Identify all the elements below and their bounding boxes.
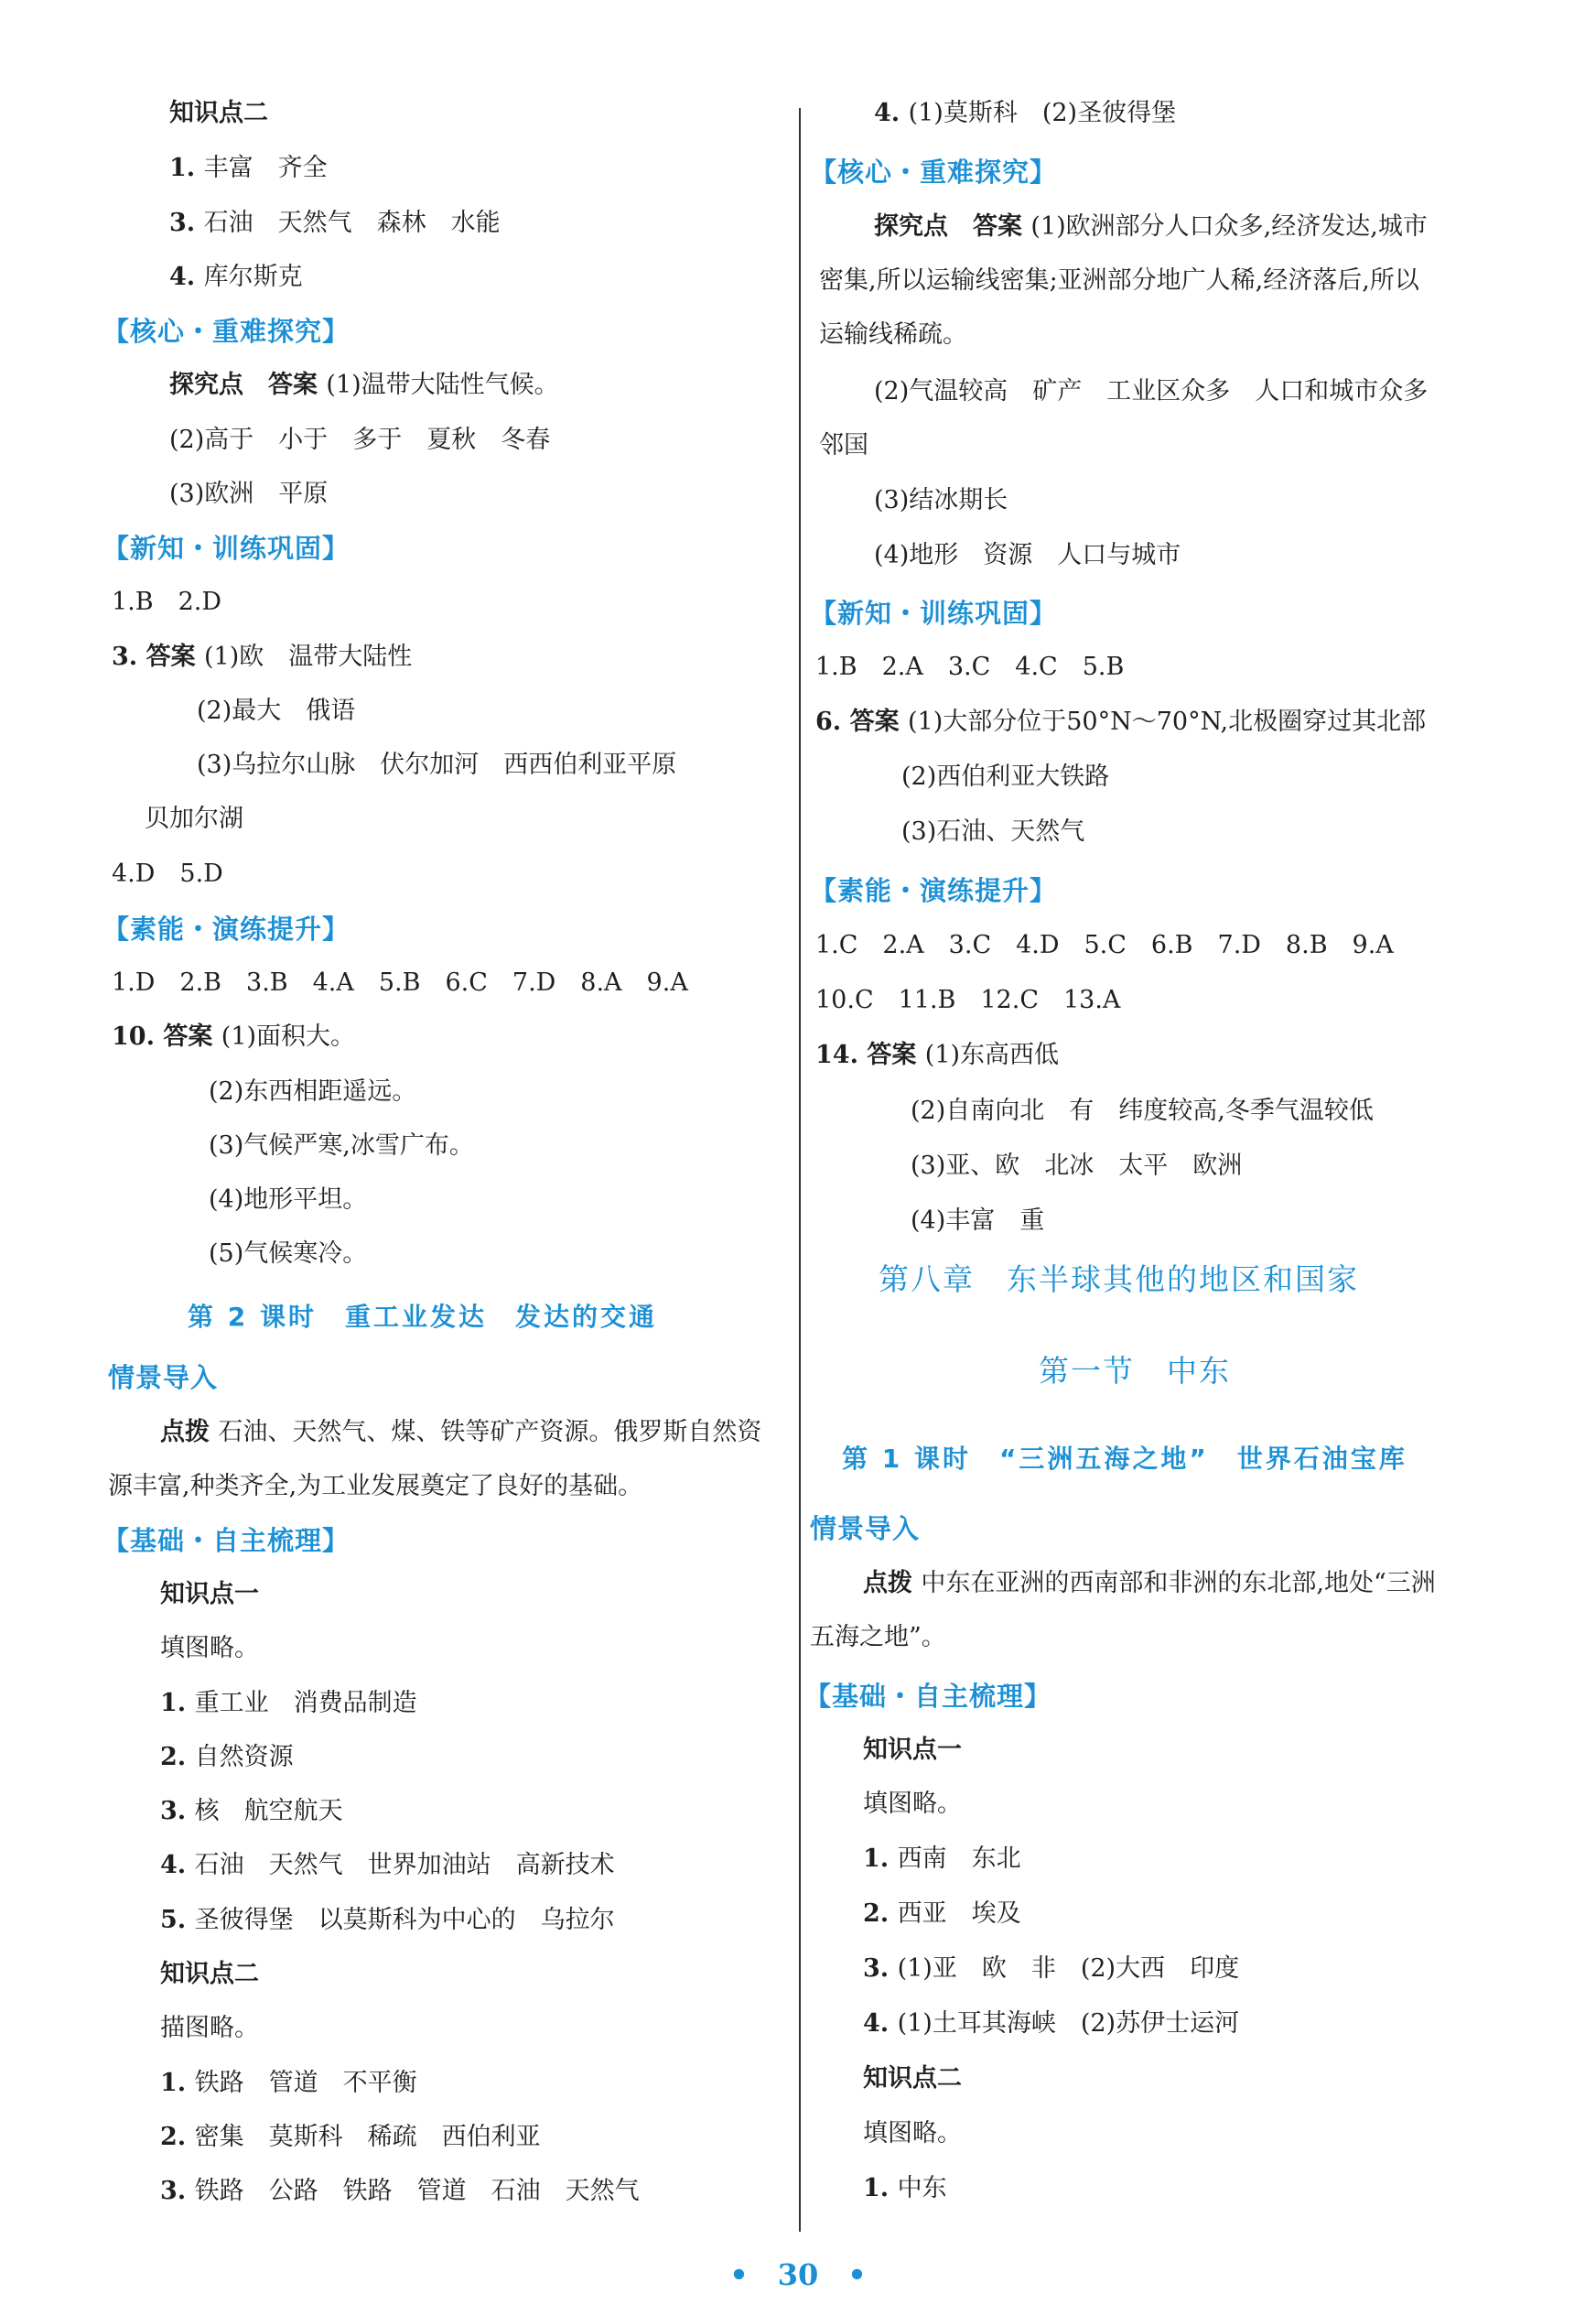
text-line: (3)石油、天然气	[901, 817, 1085, 846]
section-heading: 【基础・自主梳理】	[804, 1681, 1052, 1712]
answer-text: 重工业 消费品制造	[194, 1689, 417, 1717]
answer-lead: 10. 答案	[112, 1022, 221, 1051]
text-line: (2)气温较高 矿产 工业区众多 人口和城市众多	[874, 377, 1429, 406]
text-line: 描图略。	[160, 2014, 259, 2042]
answer-text: 石油、天然气、煤、铁等矿产资源。俄罗斯自然资	[218, 1418, 762, 1446]
answer-text: 库尔斯克	[203, 263, 303, 291]
text-line: 贝加尔湖	[145, 805, 243, 833]
answer-text: 密集 莫斯科 稀疏 西伯利亚	[194, 2123, 541, 2151]
answer-line	[863, 1568, 1436, 1599]
answer-text: (1)亚 欧 非 (2)大西 印度	[897, 1954, 1240, 1983]
item-number: 3.	[863, 1954, 898, 1983]
text-line: 填图略。	[160, 1634, 259, 1662]
text-line: (3)结冰期长	[874, 486, 1008, 514]
item-number: 3.	[160, 2177, 195, 2205]
answer-line	[160, 1742, 294, 1773]
answer-text: 西亚 埃及	[897, 1899, 1021, 1928]
answer-text: (1)面积大。	[221, 1022, 356, 1051]
answer-text: 圣彼得堡 以莫斯科为中心的 乌拉尔	[194, 1906, 615, 1934]
section-heading: 【核心・重难探究】	[102, 316, 350, 347]
item-number: 3.	[169, 209, 204, 237]
answer-line	[169, 208, 501, 239]
answer-text: 西南 东北	[897, 1844, 1021, 1873]
answer-line	[874, 211, 1428, 243]
answer-line	[874, 98, 1176, 129]
item-number: 4.	[863, 2009, 898, 2038]
item-number: 2.	[160, 2123, 195, 2151]
section-heading: 【核心・重难探究】	[810, 157, 1058, 188]
answer-line	[160, 2176, 640, 2207]
answer-text: (1)莫斯科 (2)圣彼得堡	[908, 99, 1177, 127]
text-line: (4)地形 资源 人口与城市	[874, 541, 1181, 569]
text-line: (5)气候寒冷。	[209, 1239, 368, 1268]
text-line: 源丰富,种类齐全,为工业发展奠定了良好的基础。	[108, 1472, 643, 1500]
answer-line	[160, 1417, 761, 1448]
text-line: (4)地形平坦。	[209, 1185, 368, 1214]
answer-lead: 6. 答案	[815, 708, 908, 736]
answer-line	[863, 1953, 1239, 1985]
knowledge-point-label: 知识点一	[863, 1736, 962, 1764]
answer-line	[169, 370, 559, 401]
answer-line	[160, 2068, 417, 2099]
answer-text: (1)东高西低	[924, 1041, 1060, 1069]
item-number: 1.	[169, 154, 204, 182]
text-line: (3)乌拉尔山脉 伏尔加河 西西伯利亚平原	[197, 751, 677, 779]
answer-text: 核 航空航天	[194, 1797, 343, 1825]
answer-line	[160, 1850, 615, 1881]
answer-line	[160, 2122, 541, 2153]
answer-line	[169, 262, 303, 293]
text-line: 1.B 2.D	[112, 588, 222, 616]
page-number: • 30 •	[729, 2257, 867, 2292]
answer-text: 中东在亚洲的西南部和非洲的东北部,地处“三洲	[921, 1569, 1436, 1597]
section-heading: 情景导入	[810, 1513, 921, 1544]
item-number: 1.	[160, 2069, 195, 2097]
text-line: 五海之地”。	[810, 1623, 946, 1651]
answer-text: 石油 天然气 森林 水能	[203, 209, 501, 237]
section-heading: 情景导入	[108, 1362, 219, 1393]
text-line: (2)东西相距遥远。	[209, 1077, 417, 1106]
text-line: 1.B 2.A 3.C 4.C 5.B	[815, 653, 1125, 681]
chapter-title: 第一节 中东	[1039, 1353, 1231, 1389]
lesson-title: 第 1 课时 “三洲五海之地” 世界石油宝库	[842, 1444, 1407, 1474]
text-line: (4)丰富 重	[911, 1206, 1045, 1235]
item-number: 1.	[160, 1689, 195, 1717]
answer-line	[160, 1688, 417, 1719]
answer-lead: 探究点 答案	[169, 371, 327, 399]
item-number: 4.	[169, 263, 204, 291]
lesson-title: 第 2 课时 重工业发达 发达的交通	[188, 1302, 657, 1332]
answer-text: 丰富 齐全	[203, 154, 328, 182]
answer-text: (1)大部分位于50°N～70°N,北极圈穿过其北部	[908, 708, 1427, 736]
answer-text: 石油 天然气 世界加油站 高新技术	[194, 1851, 615, 1879]
text-line: 运输线稀疏。	[819, 320, 967, 349]
answer-line	[863, 2173, 947, 2204]
text-line: 填图略。	[863, 2119, 962, 2147]
answer-line	[112, 642, 412, 673]
text-line: (3)气候严寒,冰雪广布。	[209, 1131, 474, 1160]
knowledge-point-label: 知识点二	[160, 1960, 259, 1988]
text-line: (2)西伯利亚大铁路	[901, 763, 1110, 791]
answer-line	[815, 1040, 1059, 1071]
knowledge-point-label: 知识点二	[863, 2064, 962, 2093]
item-number: 4.	[874, 99, 909, 127]
item-number: 5.	[160, 1906, 195, 1934]
answer-line	[169, 153, 328, 184]
answer-text: (1)土耳其海峡 (2)苏伊士运河	[897, 2009, 1240, 2038]
section-heading: 【新知・训练巩固】	[102, 533, 350, 564]
text-line: 密集,所以运输线密集;亚洲部分地广人稀,经济落后,所以	[819, 266, 1419, 295]
answer-line	[815, 707, 1426, 738]
answer-line	[863, 1844, 1021, 1875]
answer-line	[160, 1796, 343, 1827]
item-number: 3.	[160, 1797, 195, 1825]
answer-lead: 14. 答案	[815, 1041, 925, 1069]
knowledge-point-label: 知识点一	[160, 1580, 259, 1608]
text-line: (2)自南向北 有 纬度较高,冬季气温较低	[911, 1097, 1374, 1125]
answer-text: 中东	[897, 2174, 947, 2202]
text-line: (3)亚、欧 北冰 太平 欧洲	[911, 1152, 1243, 1180]
text-line: 4.D 5.D	[112, 860, 223, 888]
section-heading: 【素能・演练提升】	[102, 914, 350, 945]
column-divider	[799, 108, 801, 2232]
section-heading: 【素能・演练提升】	[810, 875, 1058, 906]
answer-line	[160, 1905, 615, 1936]
answer-lead: 3. 答案	[112, 643, 204, 671]
answer-text: 铁路 公路 铁路 管道 石油 天然气	[194, 2177, 640, 2205]
text-line: 填图略。	[863, 1790, 962, 1818]
answer-line	[863, 1898, 1021, 1930]
answer-line	[112, 1022, 355, 1053]
text-line: (2)高于 小于 多于 夏秋 冬春	[169, 426, 551, 454]
item-number: 4.	[160, 1851, 195, 1879]
text-line: 1.D 2.B 3.B 4.A 5.B 6.C 7.D 8.A 9.A	[112, 968, 688, 997]
answer-text: (1)欧洲部分人口众多,经济发达,城市	[1030, 212, 1428, 241]
text-line: 10.C 11.B 12.C 13.A	[815, 986, 1121, 1014]
answer-lead: 探究点 答案	[874, 212, 1031, 241]
answer-line	[863, 2008, 1239, 2039]
text-line: (3)欧洲 平原	[169, 480, 329, 508]
text-line: (2)最大 俄语	[197, 697, 356, 725]
answer-text: (1)温带大陆性气候。	[326, 371, 559, 399]
item-number: 1.	[863, 2174, 898, 2202]
answer-text: (1)欧 温带大陆性	[204, 643, 413, 671]
chapter-title: 第八章 东半球其他的地区和国家	[879, 1261, 1359, 1297]
item-number: 1.	[863, 1844, 898, 1873]
section-heading: 【基础・自主梳理】	[102, 1525, 350, 1556]
item-number: 2.	[160, 1743, 195, 1771]
item-number: 2.	[863, 1899, 898, 1928]
text-line: 1.C 2.A 3.C 4.D 5.C 6.B 7.D 8.B 9.A	[815, 931, 1394, 959]
knowledge-point-label: 知识点二	[169, 99, 268, 127]
answer-text: 自然资源	[194, 1743, 294, 1771]
answer-lead: 点拨	[160, 1418, 219, 1446]
answer-text: 铁路 管道 不平衡	[194, 2069, 417, 2097]
answer-lead: 点拨	[863, 1569, 922, 1597]
section-heading: 【新知・训练巩固】	[810, 598, 1058, 629]
text-line: 邻国	[819, 431, 868, 460]
